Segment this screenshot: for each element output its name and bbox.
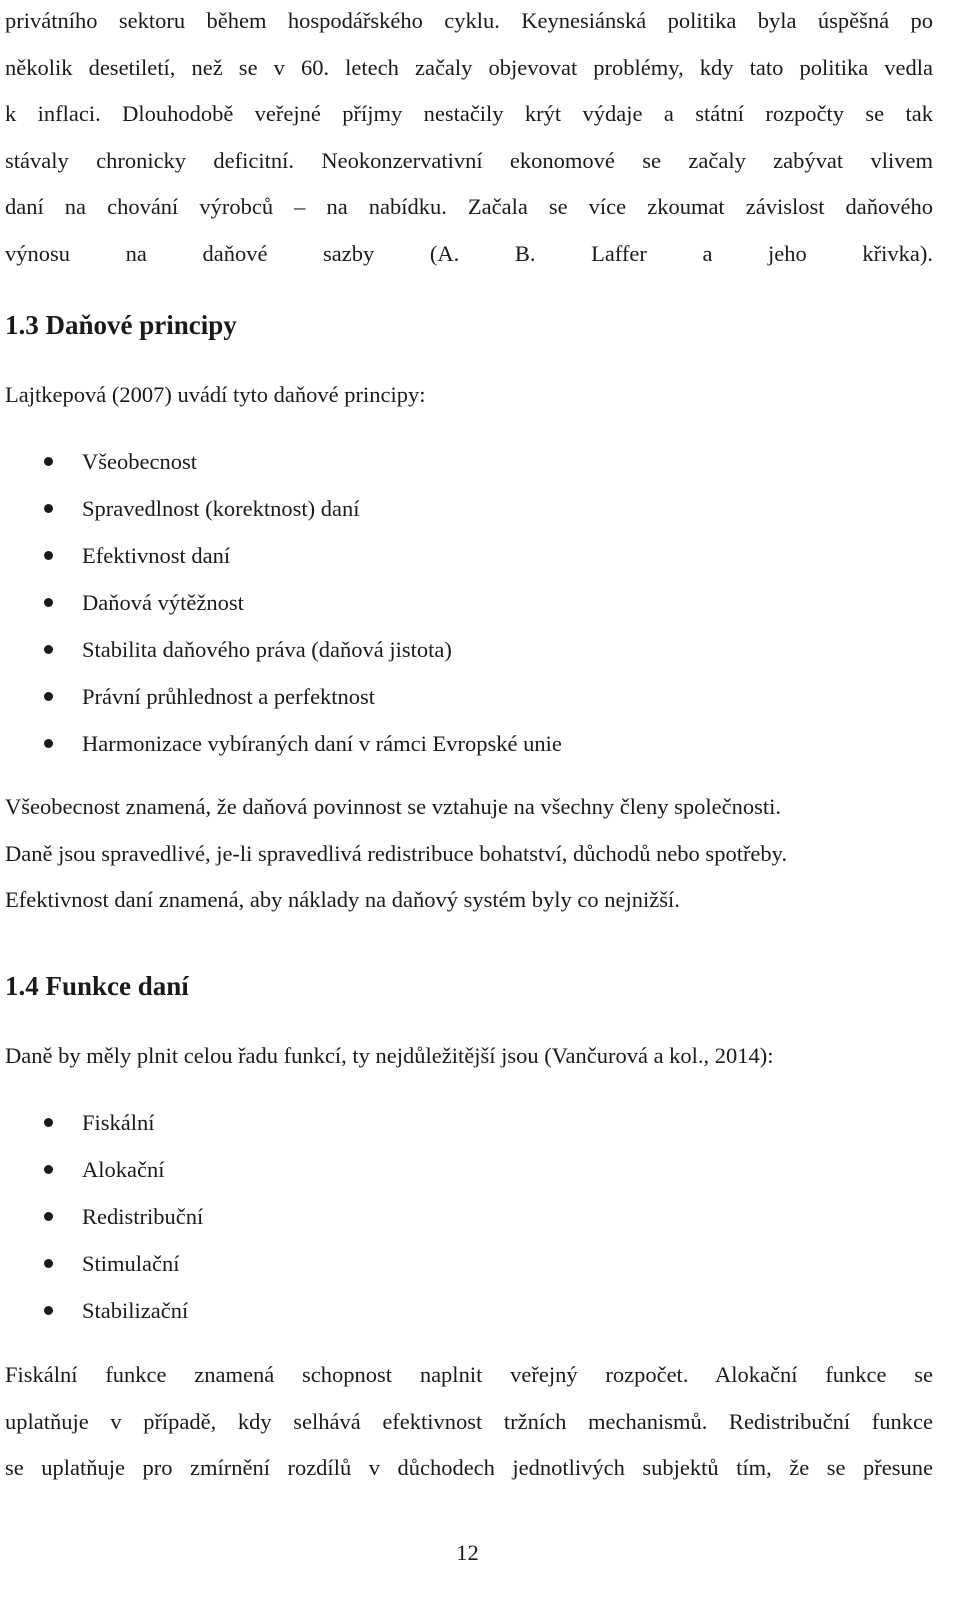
text-line: Všeobecnost znamená, že daňová povinnost se vztahuje na všechny členy společnosti.	[5, 794, 782, 819]
tax-principles-list	[5, 438, 933, 767]
list-item	[5, 1193, 933, 1240]
list-item	[5, 1099, 933, 1146]
bullet-icon	[44, 692, 53, 701]
list-item-label: Efektivnost daní	[82, 543, 231, 568]
bullet-icon	[44, 504, 53, 513]
bullet-icon	[44, 1259, 53, 1268]
tax-functions-list	[5, 1099, 933, 1334]
section-1-3-lead: Lajtkepová (2007) uvádí tyto daňové principy:	[5, 382, 426, 407]
list-item-label: Všeobecnost	[82, 449, 197, 474]
list-item	[5, 579, 933, 626]
list-item	[5, 438, 933, 485]
bullet-icon	[44, 457, 53, 466]
bullet-icon	[44, 598, 53, 607]
bullet-icon	[44, 1118, 53, 1127]
list-item-label: Stabilita daňového práva (daňová jistota)	[82, 637, 452, 662]
list-item-label: Stabilizační	[82, 1298, 189, 1323]
section-1-3-paragraph	[5, 784, 933, 924]
list-item-label: Právní průhlednost a perfektnost	[82, 684, 376, 709]
text-line: několik desetiletí, než se v 60. letech začaly objevovat problémy, kdy tato politika vedla	[5, 54, 933, 80]
text-line: uplatňuje v případě, kdy selhává efektivnost tržních mechanismů. Redistribuční funkce	[5, 1408, 933, 1434]
list-item	[5, 1287, 933, 1334]
section-1-4-paragraph	[5, 1352, 933, 1492]
section-heading-1-3: 1.3 Daňové principy	[5, 310, 237, 340]
bullet-icon	[44, 1212, 53, 1221]
text-line: Daně jsou spravedlivé, je-li spravedlivá redistribuce bohatství, důchodů nebo spotřeby.	[5, 840, 788, 866]
intro-paragraph	[5, 0, 933, 277]
section-1-4-lead: Daně by měly plnit celou řadu funkcí, ty nejdůležitější jsou (Vančurová a kol., 2014):	[5, 1043, 774, 1068]
section-heading-1-4: 1.4 Funkce daní	[5, 971, 189, 1001]
text-line: výnosu na daňové sazby (A. B. Laffer a jeho křivka).	[5, 240, 933, 266]
list-item	[5, 532, 933, 579]
bullet-icon	[44, 645, 53, 654]
list-item-label: Daňová výtěžnost	[82, 590, 244, 615]
list-item-label: Redistribuční	[82, 1204, 204, 1229]
list-item-label: Spravedlnost (korektnost) daní	[82, 496, 360, 521]
bullet-icon	[44, 1165, 53, 1174]
list-item	[5, 1240, 933, 1287]
list-item-label: Stimulační	[82, 1251, 180, 1276]
list-item	[5, 485, 933, 532]
text-line: stávaly chronicky deficitní. Neokonzervativní ekonomové se začaly zabývat vlivem	[5, 147, 933, 173]
list-item	[5, 720, 933, 767]
text-line: Fiskální funkce znamená schopnost naplnit veřejný rozpočet. Alokační funkce se	[5, 1362, 933, 1387]
list-item-label: Fiskální	[82, 1110, 155, 1135]
list-item	[5, 673, 933, 720]
bullet-icon	[44, 551, 53, 560]
list-item	[5, 626, 933, 673]
list-item-label: Alokační	[82, 1157, 165, 1182]
page-number: 12	[456, 1540, 479, 1565]
text-line: privátního sektoru během hospodářského cyklu. Keynesiánská politika byla úspěšná po	[5, 8, 933, 33]
text-line: daní na chování výrobců – na nabídku. Začala se více zkoumat závislost daňového	[5, 194, 933, 219]
text-line: k inflaci. Dlouhodobě veřejné příjmy nestačily krýt výdaje a státní rozpočty se tak	[5, 101, 933, 126]
bullet-icon	[44, 739, 53, 748]
bullet-icon	[44, 1306, 53, 1315]
text-line: se uplatňuje pro zmírnění rozdílů v důchodech jednotlivých subjektů tím, že se přesune	[5, 1455, 933, 1480]
list-item	[5, 1146, 933, 1193]
list-item-label: Harmonizace vybíraných daní v rámci Evropské unie	[82, 731, 562, 756]
text-line: Efektivnost daní znamená, aby náklady na daňový systém byly co nejnižší.	[5, 887, 680, 912]
